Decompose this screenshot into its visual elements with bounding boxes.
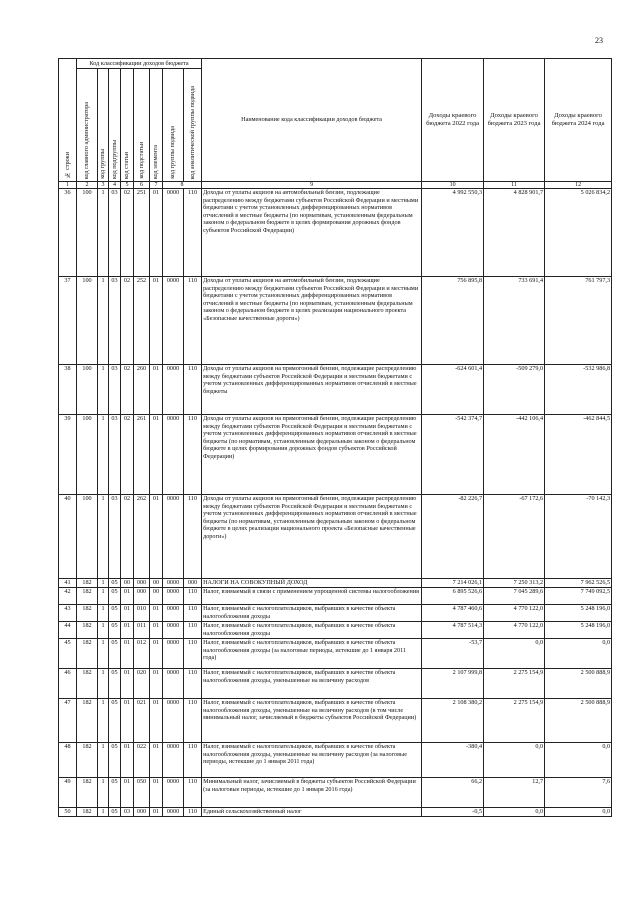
subgroup-code: 05	[109, 622, 121, 639]
admin-code: 182	[77, 808, 98, 817]
income-2023: -67 172,6	[484, 495, 545, 579]
income-name: Налог, взимаемый с налогоплательщиков, выбравших в качестве объекта налогообложения доходы, уменьшенные на величину расходов (в том числе минимальный налог, зачисляемый в бюджеты субъектов Российской Федерации)	[202, 699, 422, 743]
income-2023: 4 770 122,0	[484, 622, 545, 639]
table-row	[59, 622, 612, 639]
income-2024: 5 248 196,0	[545, 622, 612, 639]
program-code: 0000	[163, 639, 184, 669]
column-number: 8	[163, 182, 202, 189]
income-2022: 756 895,8	[422, 277, 484, 365]
income-2024: 5 026 834,2	[545, 189, 612, 277]
income-2024: -532 986,8	[545, 365, 612, 415]
article-code: 02	[121, 495, 134, 579]
income-2024: 2 500 888,9	[545, 669, 612, 699]
income-2022: -0,5	[422, 808, 484, 817]
program-code: 0000	[163, 743, 184, 778]
article-code: 01	[121, 622, 134, 639]
row-number: 36	[59, 189, 77, 277]
subarticle-code: 252	[134, 277, 150, 365]
article-code: 03	[121, 808, 134, 817]
subarticle-code: 261	[134, 415, 150, 495]
table-row	[59, 669, 612, 699]
income-2024: -462 844,5	[545, 415, 612, 495]
article-code: 02	[121, 415, 134, 495]
subarticle-code: 000	[134, 808, 150, 817]
program-code: 0000	[163, 605, 184, 622]
income-2023: 12,7	[484, 778, 545, 808]
element-code: 01	[150, 699, 163, 743]
row-number: 40	[59, 495, 77, 579]
admin-code: 182	[77, 669, 98, 699]
column-number: 1	[59, 182, 77, 189]
income-name: Доходы от уплаты акцизов на автомобильный бензин, подлежащие распределению между бюджетами субъектов Российской Федерации и местными бюджетами с учетом установленных дифференцированных нормативов отчислений в местные бюджеты (по нормативам, установленным федеральным законом о федеральном бюджете в целях формирования дорожных фондов субъектов Российской Федерации)	[202, 189, 422, 277]
admin-code: 182	[77, 778, 98, 808]
income-2022: -82 226,7	[422, 495, 484, 579]
analytic-code: 110	[184, 588, 202, 605]
program-code: 0000	[163, 365, 184, 415]
table-row	[59, 699, 612, 743]
analytic-code: 110	[184, 277, 202, 365]
element-code: 00	[150, 588, 163, 605]
subgroup-code: 05	[109, 579, 121, 588]
column-number-row	[59, 182, 612, 189]
income-2023: 2 275 154,9	[484, 699, 545, 743]
income-2023: 4 828 901,7	[484, 189, 545, 277]
column-number: 5	[121, 182, 134, 189]
row-number: 43	[59, 605, 77, 622]
header-group-code: код группы	[98, 69, 109, 182]
analytic-code: 110	[184, 189, 202, 277]
analytic-code: 110	[184, 778, 202, 808]
income-name: Налог, взимаемый с налогоплательщиков, выбравших в качестве объекта налогообложения доходы	[202, 605, 422, 622]
income-name: Налог, взимаемый с налогоплательщиков, выбравших в качестве объекта налогообложения доходы, уменьшенные на величину расходов (за налоговые периоды, истекшие до 1 января 2011 года)	[202, 743, 422, 778]
income-2024: 0,0	[545, 743, 612, 778]
table-row	[59, 605, 612, 622]
group-code: 1	[98, 189, 109, 277]
element-code: 01	[150, 189, 163, 277]
element-code: 01	[150, 669, 163, 699]
income-2024: 761 797,3	[545, 277, 612, 365]
income-2022: -53,7	[422, 639, 484, 669]
analytic-code: 110	[184, 605, 202, 622]
table-row	[59, 639, 612, 669]
table-row	[59, 277, 612, 365]
group-code: 1	[98, 808, 109, 817]
subgroup-code: 03	[109, 277, 121, 365]
element-code: 01	[150, 778, 163, 808]
program-code: 0000	[163, 189, 184, 277]
income-2023: -442 106,4	[484, 415, 545, 495]
admin-code: 100	[77, 365, 98, 415]
row-number: 46	[59, 669, 77, 699]
header-subgroup-code: код подгруппы	[109, 69, 121, 182]
program-code: 0000	[163, 808, 184, 817]
header-article-code: код статьи	[121, 69, 134, 182]
subgroup-code: 05	[109, 778, 121, 808]
table-row	[59, 415, 612, 495]
analytic-code: 110	[184, 495, 202, 579]
income-2023: 7 250 313,2	[484, 579, 545, 588]
header-income-2024: Доходы краевого бюджета 2024 года	[545, 59, 612, 182]
row-number: 37	[59, 277, 77, 365]
row-number: 38	[59, 365, 77, 415]
income-2024: 7 749 092,5	[545, 588, 612, 605]
income-2023: 4 770 122,0	[484, 605, 545, 622]
subgroup-code: 05	[109, 699, 121, 743]
income-classification-table	[58, 58, 612, 817]
income-name: Доходы от уплаты акцизов на прямогонный бензин, подлежащие распределению между бюджетами субъектов Российской Федерации и местными бюджетами с учетом установленных дифференцированных нормативов отчислений в местные бюджеты (по нормативам, установленным федеральным законом о федеральном бюджете в целях реализации национального проекта «Безопасные качественные дороги»)	[202, 495, 422, 579]
column-number: 3	[98, 182, 109, 189]
table-row	[59, 588, 612, 605]
analytic-code: 110	[184, 365, 202, 415]
subgroup-code: 03	[109, 495, 121, 579]
header-subarticle-code: код подстатьи	[134, 69, 150, 182]
subgroup-code: 05	[109, 639, 121, 669]
subgroup-code: 05	[109, 588, 121, 605]
subarticle-code: 012	[134, 639, 150, 669]
program-code: 0000	[163, 277, 184, 365]
group-code: 1	[98, 743, 109, 778]
program-code: 0000	[163, 622, 184, 639]
income-2024: 7,6	[545, 778, 612, 808]
income-2022: 66,2	[422, 778, 484, 808]
income-2022: 4 787 514,3	[422, 622, 484, 639]
subarticle-code: 020	[134, 669, 150, 699]
row-number: 45	[59, 639, 77, 669]
table-row	[59, 808, 612, 817]
header-classification-group: Код классификации доходов бюджета	[77, 59, 202, 69]
income-2024: 7 962 526,5	[545, 579, 612, 588]
admin-code: 100	[77, 495, 98, 579]
subgroup-code: 03	[109, 189, 121, 277]
element-code: 01	[150, 605, 163, 622]
analytic-code: 110	[184, 808, 202, 817]
income-2024: 5 248 196,0	[545, 605, 612, 622]
element-code: 01	[150, 639, 163, 669]
row-number: 49	[59, 778, 77, 808]
admin-code: 182	[77, 743, 98, 778]
income-2022: 2 107 999,8	[422, 669, 484, 699]
column-number: 9	[202, 182, 422, 189]
subarticle-code: 011	[134, 622, 150, 639]
income-2022: 4 992 550,3	[422, 189, 484, 277]
program-code: 0000	[163, 495, 184, 579]
admin-code: 100	[77, 277, 98, 365]
column-number: 7	[150, 182, 163, 189]
article-code: 01	[121, 605, 134, 622]
element-code: 01	[150, 415, 163, 495]
article-code: 00	[121, 579, 134, 588]
element-code: 01	[150, 365, 163, 415]
article-code: 01	[121, 699, 134, 743]
income-2023: 733 691,4	[484, 277, 545, 365]
income-name: Единый сельскохозяйственный налог	[202, 808, 422, 817]
admin-code: 100	[77, 189, 98, 277]
program-code: 0000	[163, 588, 184, 605]
header-element-code: код элемента	[150, 69, 163, 182]
subarticle-code: 010	[134, 605, 150, 622]
income-2023: 0,0	[484, 743, 545, 778]
table-row	[59, 365, 612, 415]
income-2022: -542 374,7	[422, 415, 484, 495]
header-name: Наименование кода классификации доходов бюджета	[202, 59, 422, 182]
income-2023: 7 045 289,6	[484, 588, 545, 605]
admin-code: 182	[77, 579, 98, 588]
analytic-code: 110	[184, 669, 202, 699]
group-code: 1	[98, 622, 109, 639]
analytic-code: 110	[184, 699, 202, 743]
row-number: 50	[59, 808, 77, 817]
article-code: 01	[121, 778, 134, 808]
admin-code: 182	[77, 622, 98, 639]
article-code: 02	[121, 365, 134, 415]
column-number: 12	[545, 182, 612, 189]
admin-code: 182	[77, 605, 98, 622]
income-2022: 6 895 526,6	[422, 588, 484, 605]
table-row	[59, 743, 612, 778]
program-code: 0000	[163, 778, 184, 808]
header-analytic-code: код аналитической группы подвида	[184, 69, 202, 182]
header-income-2022: Доходы краевого бюджета 2022 года	[422, 59, 484, 182]
article-code: 01	[121, 639, 134, 669]
group-code: 1	[98, 365, 109, 415]
group-code: 1	[98, 669, 109, 699]
subarticle-code: 022	[134, 743, 150, 778]
subarticle-code: 000	[134, 588, 150, 605]
income-name: Минимальный налог, зачисляемый в бюджеты субъектов Российской Федерации (за налоговые периоды, истекшие до 1 января 2016 года)	[202, 778, 422, 808]
income-name: Налог, взимаемый с налогоплательщиков, выбравших в качестве объекта налогообложения доходы (за налоговые периоды, истекшие до 1 января 2011 года)	[202, 639, 422, 669]
program-code: 0000	[163, 415, 184, 495]
admin-code: 182	[77, 639, 98, 669]
page-number: 23	[595, 36, 603, 45]
income-2024: 0,0	[545, 808, 612, 817]
table-row	[59, 495, 612, 579]
article-code: 01	[121, 743, 134, 778]
subarticle-code: 260	[134, 365, 150, 415]
analytic-code: 110	[184, 639, 202, 669]
income-name: Доходы от уплаты акцизов на автомобильный бензин, подлежащие распределению между бюджетами субъектов Российской Федерации и местными бюджетами с учетом установленных дифференцированных нормативов отчислений в местные бюджеты (по нормативам, установленным федеральным законом о федеральном бюджете в целях реализации национального проекта «Безопасные качественные дороги»)	[202, 277, 422, 365]
subgroup-code: 03	[109, 415, 121, 495]
row-number: 48	[59, 743, 77, 778]
row-number: 44	[59, 622, 77, 639]
column-number: 10	[422, 182, 484, 189]
header-row-number: № строки	[59, 59, 77, 182]
column-number: 11	[484, 182, 545, 189]
element-code: 01	[150, 622, 163, 639]
income-2023: 0,0	[484, 808, 545, 817]
element-code: 01	[150, 808, 163, 817]
article-code: 01	[121, 588, 134, 605]
header-program-code: код группы подвида	[163, 69, 184, 182]
subarticle-code: 021	[134, 699, 150, 743]
income-name: Налог, взимаемый с налогоплательщиков, выбравших в качестве объекта налогообложения доходы	[202, 622, 422, 639]
program-code: 0000	[163, 669, 184, 699]
column-number: 4	[109, 182, 121, 189]
element-code: 01	[150, 495, 163, 579]
article-code: 02	[121, 189, 134, 277]
element-code: 00	[150, 579, 163, 588]
subarticle-code: 262	[134, 495, 150, 579]
subgroup-code: 05	[109, 743, 121, 778]
subarticle-code: 050	[134, 778, 150, 808]
row-number: 41	[59, 579, 77, 588]
income-2022: -380,4	[422, 743, 484, 778]
subarticle-code: 000	[134, 579, 150, 588]
group-code: 1	[98, 699, 109, 743]
header-admin-code: код главного администратора	[77, 69, 98, 182]
subgroup-code: 05	[109, 808, 121, 817]
table-row	[59, 778, 612, 808]
table-row	[59, 579, 612, 588]
table-row	[59, 189, 612, 277]
column-number: 2	[77, 182, 98, 189]
row-number: 47	[59, 699, 77, 743]
analytic-code: 110	[184, 415, 202, 495]
income-2022: 4 787 460,6	[422, 605, 484, 622]
group-code: 1	[98, 588, 109, 605]
income-name: Доходы от уплаты акцизов на прямогонный бензин, подлежащие распределению между бюджетами субъектов Российской Федерации и местными бюджетами с учетом установленных дифференцированных нормативов отчислений в местные бюджеты	[202, 365, 422, 415]
group-code: 1	[98, 495, 109, 579]
group-code: 1	[98, 415, 109, 495]
income-2024: 0,0	[545, 639, 612, 669]
column-number: 6	[134, 182, 150, 189]
subgroup-code: 03	[109, 365, 121, 415]
income-2022: -624 601,4	[422, 365, 484, 415]
group-code: 1	[98, 778, 109, 808]
income-2023: -509 279,0	[484, 365, 545, 415]
analytic-code: 000	[184, 579, 202, 588]
header-income-2023: Доходы краевого бюджета 2023 года	[484, 59, 545, 182]
admin-code: 182	[77, 699, 98, 743]
program-code: 0000	[163, 699, 184, 743]
income-name: Налог, взимаемый с налогоплательщиков, выбравших в качестве объекта налогообложения доходы, уменьшенные на величину расходов	[202, 669, 422, 699]
article-code: 02	[121, 277, 134, 365]
income-2022: 2 108 380,2	[422, 699, 484, 743]
program-code: 0000	[163, 579, 184, 588]
group-code: 1	[98, 639, 109, 669]
income-name: Доходы от уплаты акцизов на прямогонный бензин, подлежащие распределению между бюджетами субъектов Российской Федерации и местными бюджетами с учетом установленных дифференцированных нормативов отчислений в местные бюджеты (по нормативам, установленным федеральным законом о федеральном бюджете в целях формирования дорожных фондов субъектов Российской Федерации)	[202, 415, 422, 495]
income-2023: 0,0	[484, 639, 545, 669]
income-2022: 7 214 026,1	[422, 579, 484, 588]
income-2024: -70 142,3	[545, 495, 612, 579]
income-name: Налог, взимаемый в связи с применением упрощенной системы налогообложения	[202, 588, 422, 605]
element-code: 01	[150, 743, 163, 778]
row-number: 39	[59, 415, 77, 495]
subarticle-code: 251	[134, 189, 150, 277]
admin-code: 182	[77, 588, 98, 605]
income-2023: 2 275 154,9	[484, 669, 545, 699]
analytic-code: 110	[184, 743, 202, 778]
row-number: 42	[59, 588, 77, 605]
element-code: 01	[150, 277, 163, 365]
analytic-code: 110	[184, 622, 202, 639]
admin-code: 100	[77, 415, 98, 495]
group-code: 1	[98, 605, 109, 622]
article-code: 01	[121, 669, 134, 699]
group-code: 1	[98, 579, 109, 588]
subgroup-code: 05	[109, 605, 121, 622]
group-code: 1	[98, 277, 109, 365]
income-name: НАЛОГИ НА СОВОКУПНЫЙ ДОХОД	[202, 579, 422, 588]
income-2024: 2 500 888,9	[545, 699, 612, 743]
subgroup-code: 05	[109, 669, 121, 699]
